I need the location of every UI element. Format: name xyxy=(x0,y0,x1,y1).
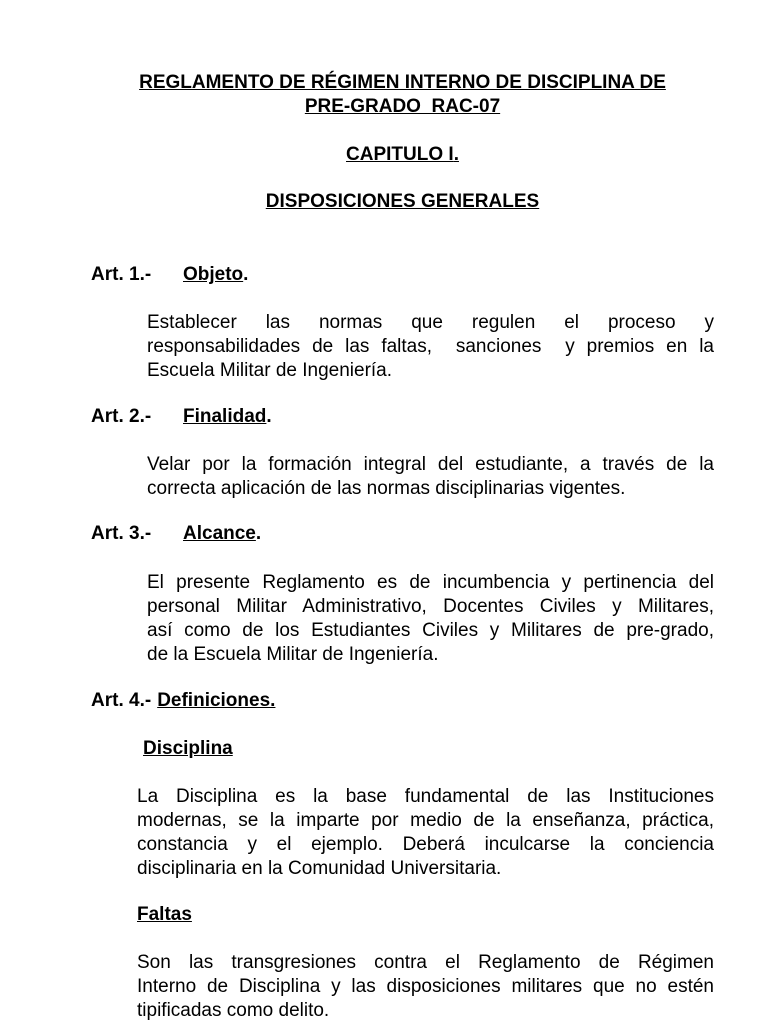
paragraph-line: personal Militar Administrativo, Docentes Civiles y Militares, xyxy=(147,596,714,617)
document-title xyxy=(90,71,715,119)
definition-term-faltas: Faltas xyxy=(137,904,192,925)
definition-faltas-paragraph xyxy=(137,951,714,1023)
paragraph-line: Establecer las normas que regulen el proceso y xyxy=(147,312,714,333)
article-2-heading xyxy=(91,405,272,429)
paragraph-line: responsabilidades de las faltas, sanciones y premios en la xyxy=(147,336,714,357)
paragraph-line: La Disciplina es la base fundamental de las Instituciones xyxy=(137,786,714,807)
section-heading: DISPOSICIONES GENERALES xyxy=(265,191,540,212)
document-title-line-1: REGLAMENTO DE RÉGIMEN INTERNO DE DISCIPLINA DE xyxy=(139,72,666,93)
article-3-number: Art. 3.- xyxy=(91,523,152,544)
paragraph-line: modernas, se la imparte por medio de la enseñanza, práctica, xyxy=(137,810,714,831)
article-4-title: Definiciones. xyxy=(157,690,276,711)
article-1-number: Art. 1.- xyxy=(91,264,152,285)
paragraph-line: Son las transgresiones contra el Reglamento de Régimen xyxy=(137,952,714,973)
article-2-title-suffix: . xyxy=(266,406,272,427)
article-2-number: Art. 2.- xyxy=(91,406,152,427)
article-4-number: Art. 4.- xyxy=(91,690,152,711)
paragraph-line: Velar por la formación integral del estudiante, a través de la xyxy=(147,454,714,475)
article-3-heading xyxy=(91,522,261,546)
paragraph-line: de la Escuela Militar de Ingeniería. xyxy=(147,644,439,665)
paragraph-line: disciplinaria en la Comunidad Universitaria. xyxy=(137,858,502,879)
definition-term-disciplina: Disciplina xyxy=(143,738,233,759)
article-4-heading xyxy=(91,689,275,713)
article-1-title-suffix: . xyxy=(243,264,249,285)
chapter-suffix: . xyxy=(453,144,459,165)
article-2-paragraph xyxy=(147,453,714,501)
article-1-title: Objeto xyxy=(183,264,244,285)
paragraph-line: El presente Reglamento es de incumbencia y pertinencia del xyxy=(147,572,714,593)
article-3-title: Alcance xyxy=(183,523,256,544)
paragraph-line: así como de los Estudiantes Civiles y Militares de pre-grado, xyxy=(147,620,714,641)
article-3-paragraph xyxy=(147,571,714,667)
article-1-paragraph xyxy=(147,311,714,383)
article-3-title-suffix: . xyxy=(255,523,262,544)
definition-disciplina-paragraph xyxy=(137,785,714,881)
paragraph-line: Escuela Militar de Ingeniería. xyxy=(147,360,393,381)
document-title-line-2: PRE-GRADO RAC-07 xyxy=(304,96,501,117)
paragraph-line: correcta aplicación de las normas disciplinarias vigentes. xyxy=(147,478,626,499)
article-2-title: Finalidad xyxy=(183,406,267,427)
chapter-heading xyxy=(90,143,715,167)
chapter-label: CAPITULO I xyxy=(346,144,454,165)
paragraph-line: constancia y el ejemplo. Deberá inculcarse la conciencia xyxy=(137,834,714,855)
article-1-heading xyxy=(91,263,248,287)
paragraph-line: Interno de Disciplina y las disposiciones militares que no estén xyxy=(137,976,714,997)
paragraph-line: tipificadas como delito. xyxy=(137,1000,330,1021)
